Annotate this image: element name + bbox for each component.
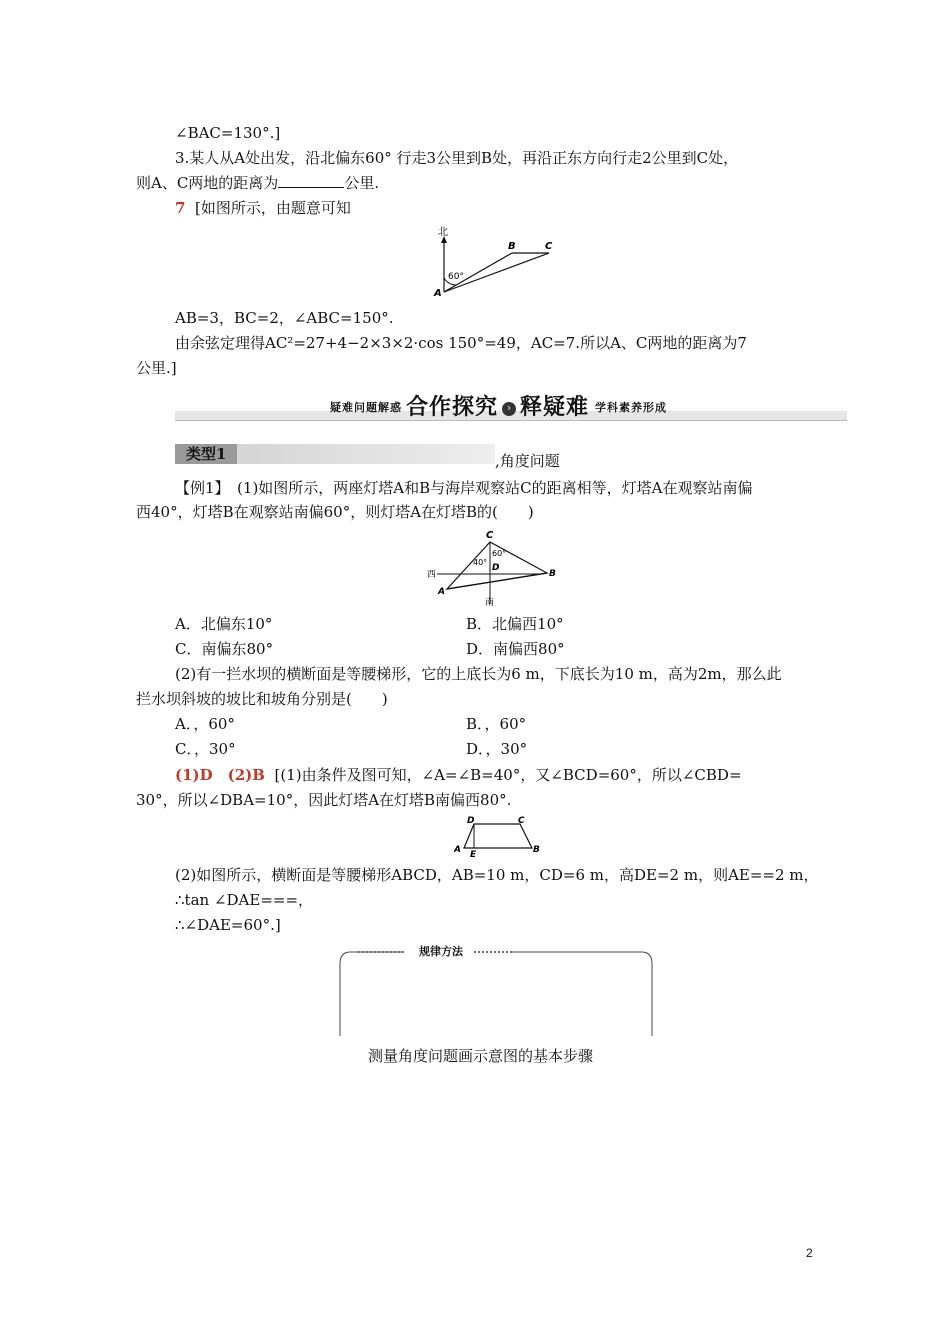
method-steps-text: 测量角度问题画示意图的基本步骤 <box>368 1047 594 1065</box>
page-number: 2 <box>806 1246 813 1260</box>
type-badge-label: 类型1 <box>186 445 227 463</box>
text-line: AB=3，BC=2，∠ABC=150°. <box>175 309 394 327</box>
angle-60-label: 60° <box>492 549 507 558</box>
arrow-icon: › <box>502 402 516 416</box>
south-label: 南 <box>485 598 495 606</box>
solution-line: (2)如图所示，横断面是等腰梯形ABCD，AB=10 m，CD=6 m，高DE=2 m，则AE==2 m， <box>175 866 819 884</box>
problem-3-stem: 则A、C两地的距离为 <box>136 174 279 192</box>
point-c-label: C <box>545 241 553 252</box>
north-label: 北 <box>438 227 448 238</box>
point-c-label: C <box>518 816 525 826</box>
point-d-label: D <box>467 816 475 826</box>
angle-label: 60° <box>448 272 464 282</box>
answer-blank <box>278 173 344 188</box>
point-b-label: B <box>508 241 516 252</box>
solution-line <box>175 765 742 785</box>
type-title: ,角度问题 <box>495 452 560 470</box>
example-line: 西40°，灯塔B在观察站南偏60°，则灯塔A在灯塔B的( ) <box>136 503 534 521</box>
point-c-label: C <box>486 530 494 541</box>
method-box-frame <box>336 944 656 1036</box>
banner-title-1: 合作探究 <box>406 394 499 420</box>
direction-figure <box>432 226 562 298</box>
point-a-label: A <box>438 587 445 597</box>
banner-right: 学科素养形成 <box>595 401 668 414</box>
option-d: D．南偏西80° <box>466 640 565 658</box>
answer-value: 7 <box>175 199 186 217</box>
solution-text: [如图所示，由题意可知 <box>194 199 351 217</box>
lighthouse-figure <box>425 526 565 606</box>
point-a-label: A <box>454 845 461 855</box>
section-banner-text <box>330 391 667 421</box>
solution-text: [(1)由条件及图可知，∠A=∠B=40°，又∠BCD=60°，所以∠CBD= <box>274 766 742 784</box>
method-label: 规律方法 <box>408 944 474 960</box>
banner-left: 疑难问题解惑 <box>330 401 402 414</box>
problem-3-line2 <box>136 173 379 193</box>
point-a-label: A <box>434 288 442 298</box>
banner-title-2: 释疑难 <box>520 394 590 420</box>
example-line: (2)有一拦水坝的横断面是等腰梯形，它的上底长为6 m，下底长为10 m，高为2m，那么此 <box>175 665 782 683</box>
point-b-label: B <box>533 845 540 855</box>
problem-3-unit: 公里. <box>344 174 380 192</box>
option-a: A．北偏东10° <box>175 615 273 633</box>
option-b: B．，60° <box>466 715 527 733</box>
point-b-label: B <box>549 569 556 579</box>
option-d: D．，30° <box>466 740 528 758</box>
option-c: C．，30° <box>175 740 236 758</box>
point-e-label: E <box>470 850 477 858</box>
option-a: A．，60° <box>175 715 235 733</box>
solution-line: 30°，所以∠DBA=10°，因此灯塔A在灯塔B南偏西80°. <box>136 791 512 809</box>
text-line: 由余弦定理得AC²=27+4−2×3×2·cos 150°=49，AC=7.所以A、C两地的距离为7 <box>175 334 747 352</box>
point-d-label: D <box>492 563 500 573</box>
text-line: 公里.] <box>136 359 177 377</box>
solution-line: ∴∠DAE=60°.] <box>175 916 281 934</box>
text-line: ∠BAC=130°.] <box>175 124 281 142</box>
option-b: B．北偏西10° <box>466 615 564 633</box>
example-line: 拦水坝斜坡的坡比和坡角分别是( ) <box>136 690 388 708</box>
answer-key: (1)D (2)B <box>175 766 265 784</box>
trapezoid-figure <box>454 814 544 858</box>
example-line: 【例1】 (1)如图所示，两座灯塔A和B与海岸观察站C的距离相等，灯塔A在观察站南偏 <box>175 479 753 497</box>
option-c: C．南偏东80° <box>175 640 274 658</box>
angle-40-label: 40° <box>473 558 488 567</box>
solution-line: ∴tan ∠DAE===， <box>175 891 314 909</box>
problem-3-line1: 3.某人从A处出发，沿北偏东60° 行走3公里到B处，再沿正东方向行走2公里到C处， <box>175 149 739 167</box>
solution-intro <box>175 198 351 218</box>
west-label: 西 <box>427 570 437 580</box>
